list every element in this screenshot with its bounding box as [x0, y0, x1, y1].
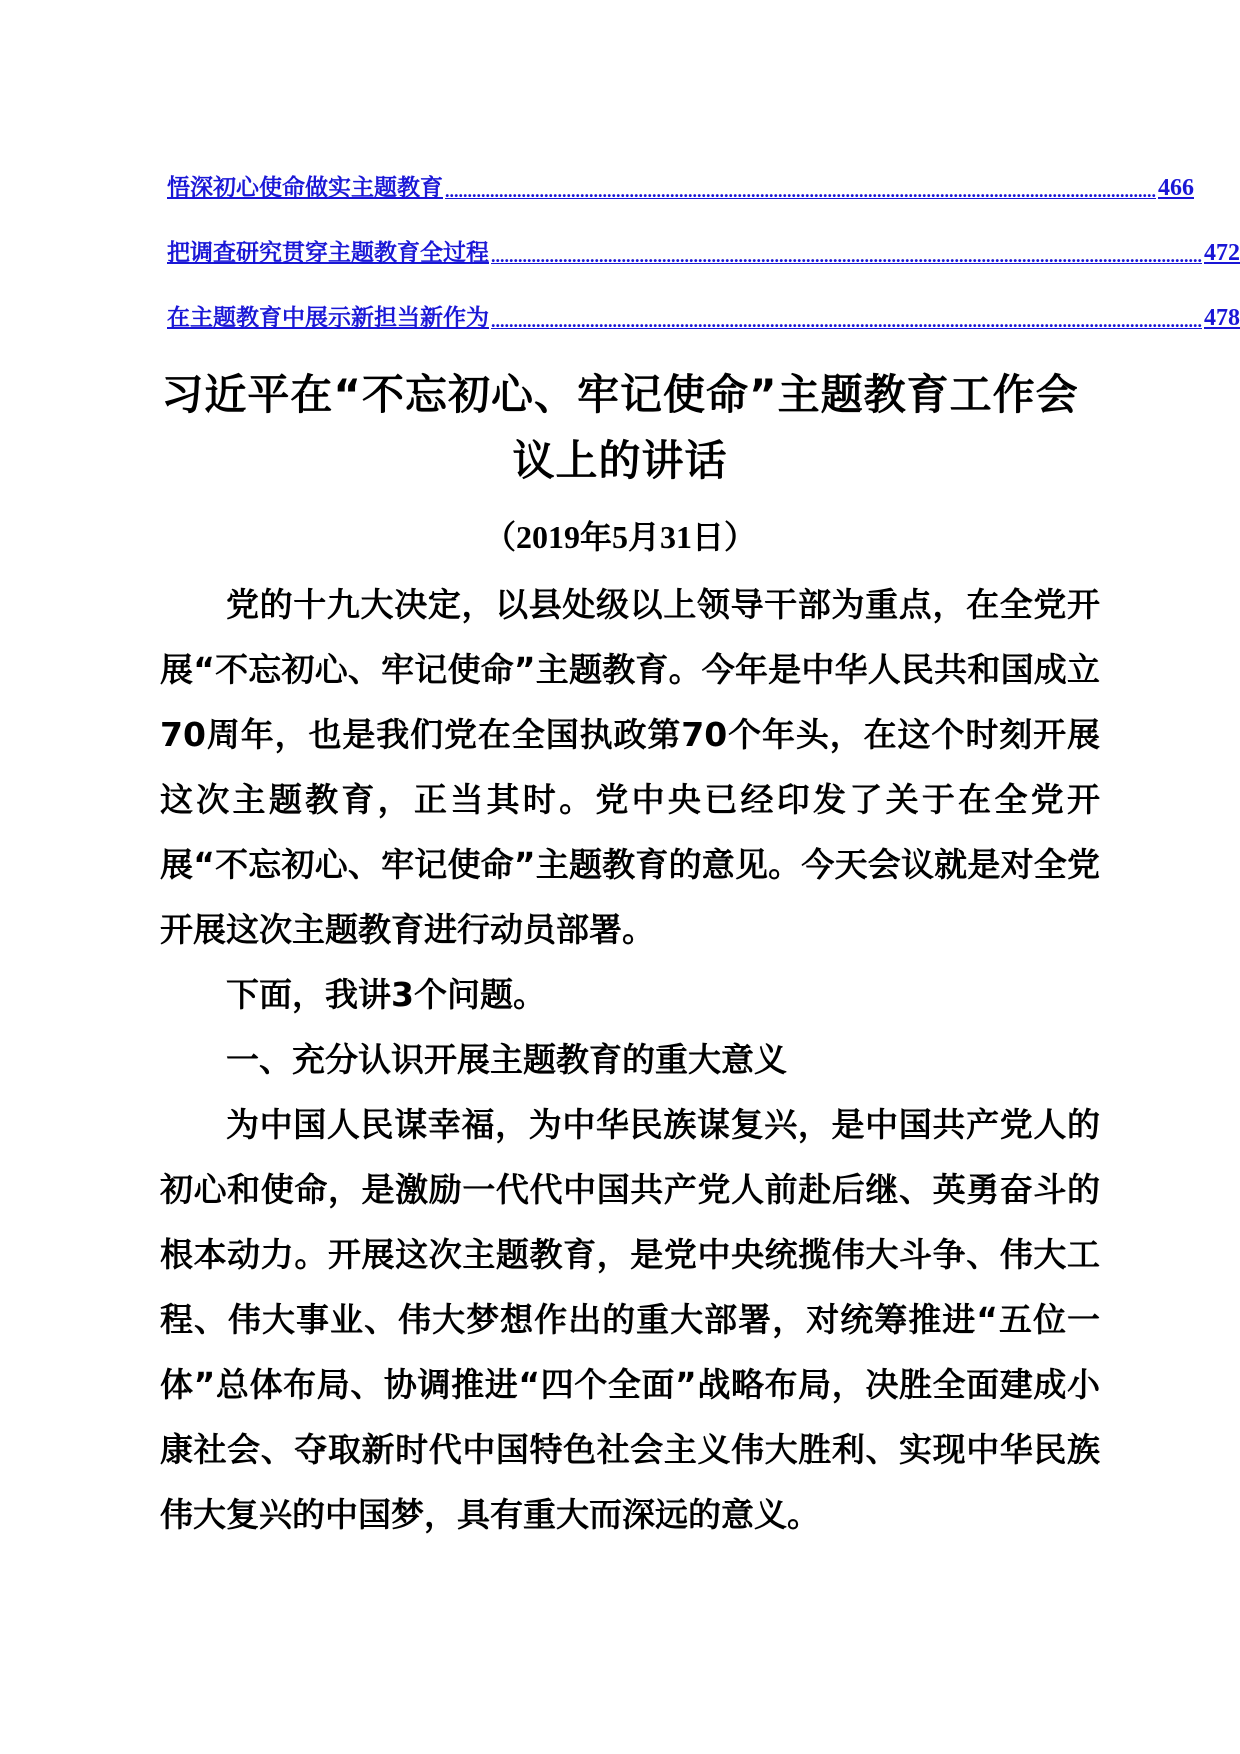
toc-page-number: 466 — [1158, 175, 1194, 201]
document-date: （2019年5月31日） — [483, 519, 756, 555]
toc-page-number: 478 — [1204, 305, 1240, 331]
body-paragraph: 下面，我讲3个问题。 — [226, 975, 546, 1014]
toc-title: 在主题教育中展示新担当新作为 — [167, 305, 489, 331]
table-of-contents — [167, 172, 1240, 367]
toc-title: 悟深初心使命做实主题教育 — [167, 175, 443, 201]
toc-leader-dots: .............................................................................................................................................................. — [491, 246, 1202, 266]
toc-leader-dots: .............................................................................................................................................................. — [445, 181, 1156, 201]
body-paragraph: 为中国人民谋幸福，为中华民族谋复兴，是中国共产党人的初心和使命，是激励一代代中国共产党人前赴后继、英勇奋斗的根本动力。开展这次主题教育，是党中央统揽伟大斗争、伟大工程、伟大事业、伟大梦想作出的重大部署，对统筹推进“五位一体”总体布局、协调推进“四个全面”战略布局，决胜全面建成小康社会、夺取新时代中国特色社会主义伟大胜利、实现中华民族伟大复兴的中国梦，具有重大而深远的意义。 — [160, 1105, 1100, 1534]
toc-link-1[interactable] — [167, 172, 1194, 202]
document-title: 习近平在“不忘初心、牢记使命”主题教育工作会议上的讲话 — [161, 370, 1079, 485]
toc-link-3[interactable] — [167, 302, 1240, 332]
section-heading: 一、充分认识开展主题教育的重大意义 — [226, 1040, 787, 1079]
body-paragraph: 党的十九大决定，以县处级以上领导干部为重点，在全党开展“不忘初心、牢记使命”主题教育。今年是中华人民共和国成立70周年，也是我们党在全国执政第70个年头，在这个时刻开展这次主题教育，正当其时。党中央已经印发了关于在全党开展“不忘初心、牢记使命”主题教育的意见。今天会议就是对全党开展这次主题教育进行动员部署。 — [160, 585, 1100, 949]
toc-leader-dots: .............................................................................................................................................................. — [491, 311, 1202, 331]
toc-link-2[interactable] — [167, 237, 1240, 267]
document-body — [160, 572, 1100, 1547]
toc-page-number: 472 — [1204, 240, 1240, 266]
toc-title: 把调查研究贯穿主题教育全过程 — [167, 240, 489, 266]
